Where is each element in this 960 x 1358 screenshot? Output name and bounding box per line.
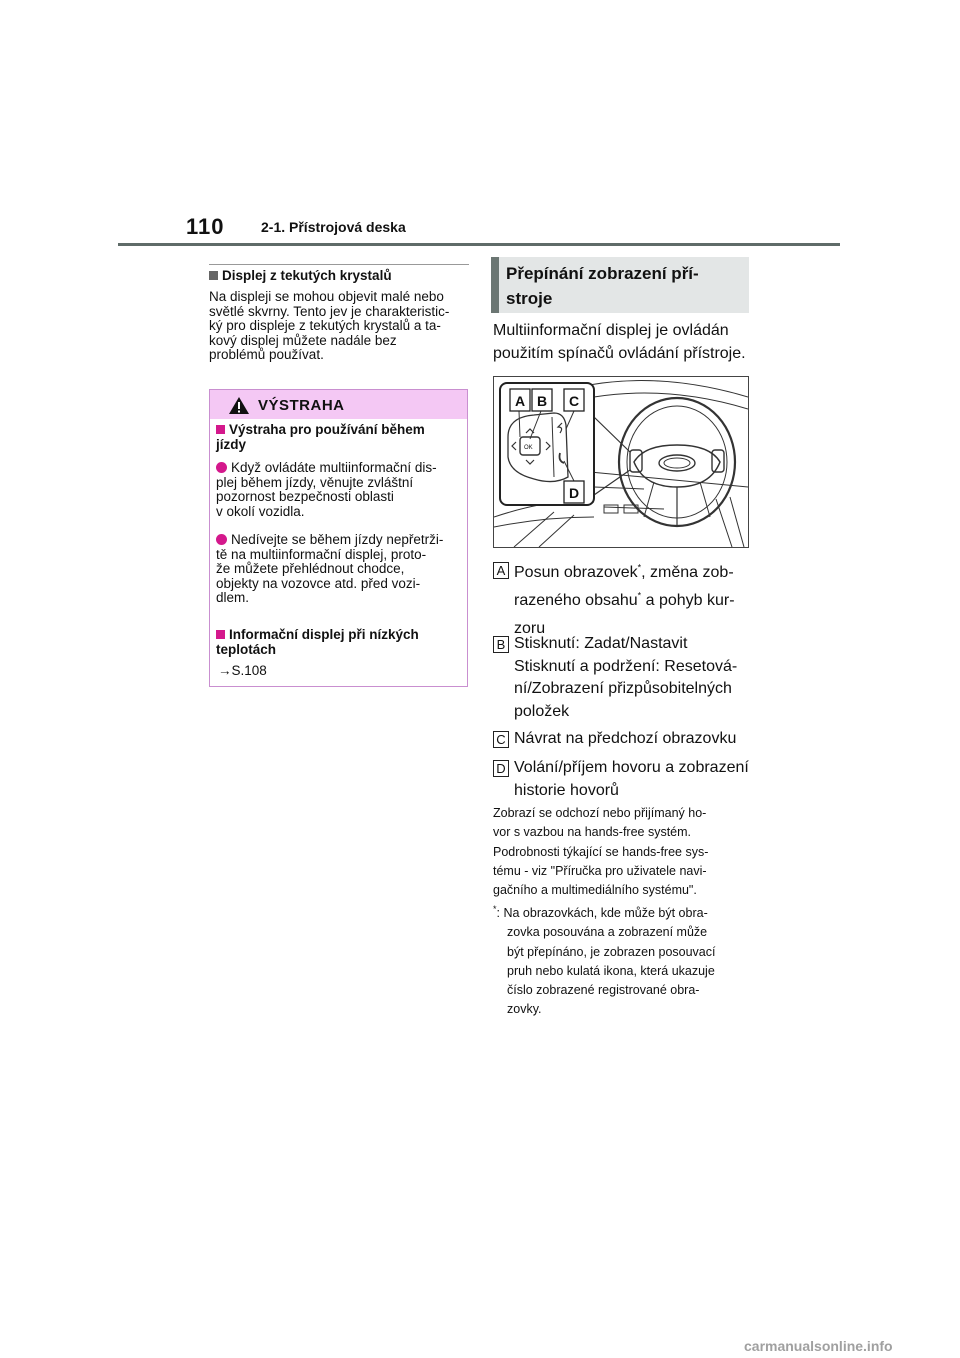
body-line: problémů používat. xyxy=(209,347,324,362)
item-text: Posun obrazovek xyxy=(514,564,638,581)
heading-line: Výstraha pro používání během xyxy=(229,422,425,437)
figure-label-b: B xyxy=(537,393,548,409)
steering-wheel-figure xyxy=(493,376,749,548)
intro-line: Multiinformační displej je ovládán xyxy=(493,322,729,339)
body-line: kový displej můžete nadále bez xyxy=(209,332,397,348)
item-line xyxy=(514,587,753,615)
page-reference: →S.108 xyxy=(218,663,267,678)
body-line: ký pro displeje z tekutých krystalů a ta- xyxy=(209,318,441,333)
page-number: 110 xyxy=(186,214,225,239)
lcd-section-title xyxy=(209,268,469,283)
item-text: , změna zob- xyxy=(641,564,734,581)
footnote-mark: * xyxy=(637,590,642,601)
square-bullet-icon xyxy=(216,630,225,639)
lcd-section-title-text: Displej z tekutých krystalů xyxy=(222,268,392,283)
bullet-line: objekty na vozovce atd. před vozi- xyxy=(216,575,421,591)
footnote-mark: * xyxy=(637,562,642,573)
switch-item-c xyxy=(493,728,753,751)
bullet-line: Nedívejte se během jízdy nepřetrži- xyxy=(231,532,444,547)
chapter-title: 2-1. Přístrojová deska xyxy=(261,219,406,235)
item-line xyxy=(514,559,753,587)
warning-title: VÝSTRAHA xyxy=(258,397,345,414)
switch-item-b xyxy=(493,633,753,723)
warning-bullet xyxy=(216,533,476,606)
square-bullet-icon xyxy=(216,425,225,434)
footnote xyxy=(493,904,755,1020)
square-bullet-icon xyxy=(209,271,218,280)
warning-heading xyxy=(216,423,474,452)
heading-line: teplotách xyxy=(216,641,277,657)
note-line: tému - viz "Příručka pro uživatele navi- xyxy=(493,863,707,878)
bullet-line: dlem. xyxy=(216,590,250,605)
heading-line: jízdy xyxy=(216,436,247,452)
bullet-line: tě na multiinformační displej, proto- xyxy=(216,546,427,562)
item-text: a pohyb kur- xyxy=(641,592,735,609)
figure-label-d: D xyxy=(569,485,580,501)
bullet-line: v okolí vozidla. xyxy=(216,503,305,519)
section-title-line: stroje xyxy=(506,289,553,308)
ok-button-label: OK xyxy=(524,445,533,451)
note-line: Zobrazí se odchozí nebo přijímaný ho- xyxy=(493,806,707,820)
warning-triangle-icon xyxy=(228,396,250,415)
footnote-line: být přepínáno, je zobrazen posouvací xyxy=(507,944,716,959)
section-title xyxy=(506,261,699,311)
note-line: vor s vazbou na hands-free systém. xyxy=(493,825,692,840)
item-line: Návrat na předchozí obrazovku xyxy=(514,730,737,747)
note-line: gačního a multimediálního systému". xyxy=(493,883,697,898)
item-label: C xyxy=(493,731,509,748)
bullet-line: plej během jízdy, věnujte zvláštní xyxy=(216,474,414,490)
figure-label-c: C xyxy=(569,393,580,409)
item-line: položek xyxy=(514,702,570,720)
body-line: Na displeji se mohou objevit malé nebo xyxy=(209,289,444,304)
item-line: ní/Zobrazení přizpůsobitelných xyxy=(514,680,732,697)
footnote-line: číslo zobrazené registrované obra- xyxy=(507,983,700,998)
item-line: Stisknutí a podržení: Resetová- xyxy=(514,657,738,675)
footnote-line: pruh nebo kulatá ikona, která ukazuje xyxy=(507,963,715,978)
switch-item-a xyxy=(493,559,753,643)
lcd-section-body xyxy=(209,290,469,363)
steering-wheel-illustration xyxy=(494,377,748,547)
item-line: historie hovorů xyxy=(514,781,619,799)
warning-box xyxy=(209,389,468,687)
footnote-mark: * xyxy=(493,903,497,914)
section-rule xyxy=(209,264,469,265)
body-line: světlé skvrny. Tento jev je charakteristic- xyxy=(209,303,450,319)
bullet-line: pozornost bezpečnosti oblasti xyxy=(216,489,394,504)
item-label: B xyxy=(493,636,509,653)
watermark: carmanualsonline.info xyxy=(744,1338,893,1354)
intro-line: použitím spínačů ovládání přístroje. xyxy=(493,345,746,362)
warning-header xyxy=(210,390,467,419)
item-label: D xyxy=(493,760,509,777)
switch-item-d xyxy=(493,757,753,802)
warning-heading xyxy=(216,628,474,657)
warning-bullet xyxy=(216,461,476,519)
note-line: Podrobnosti týkající se hands-free sys- xyxy=(493,844,709,859)
section-title-line: Přepínání zobrazení pří- xyxy=(506,264,699,283)
item-line: Stisknutí: Zadat/Nastavit xyxy=(514,635,688,652)
round-bullet-icon xyxy=(216,534,227,545)
round-bullet-icon xyxy=(216,462,227,473)
section-intro xyxy=(493,319,755,365)
hands-free-note xyxy=(493,804,755,900)
item-text: razeného obsahu xyxy=(514,592,638,609)
footnote-text: : Na obrazovkách, kde může být obra- xyxy=(496,906,708,920)
item-label: A xyxy=(493,562,509,579)
footnote-line: zovka posouvána a zobrazení může xyxy=(507,925,708,940)
item-line: Volání/příjem hovoru a zobrazení xyxy=(514,759,749,776)
bullet-line: Když ovládáte multiinformační dis- xyxy=(231,460,437,475)
bullet-line: že můžete přehlédnout chodce, xyxy=(216,561,405,576)
item-line: zoru xyxy=(514,620,546,637)
footnote-line: zovky. xyxy=(507,1002,542,1017)
section-header-bar xyxy=(491,257,499,313)
footnote-line xyxy=(493,903,755,923)
header-rule xyxy=(118,243,840,246)
heading-line: Informační displej při nízkých xyxy=(229,627,419,642)
figure-label-a: A xyxy=(515,393,526,409)
